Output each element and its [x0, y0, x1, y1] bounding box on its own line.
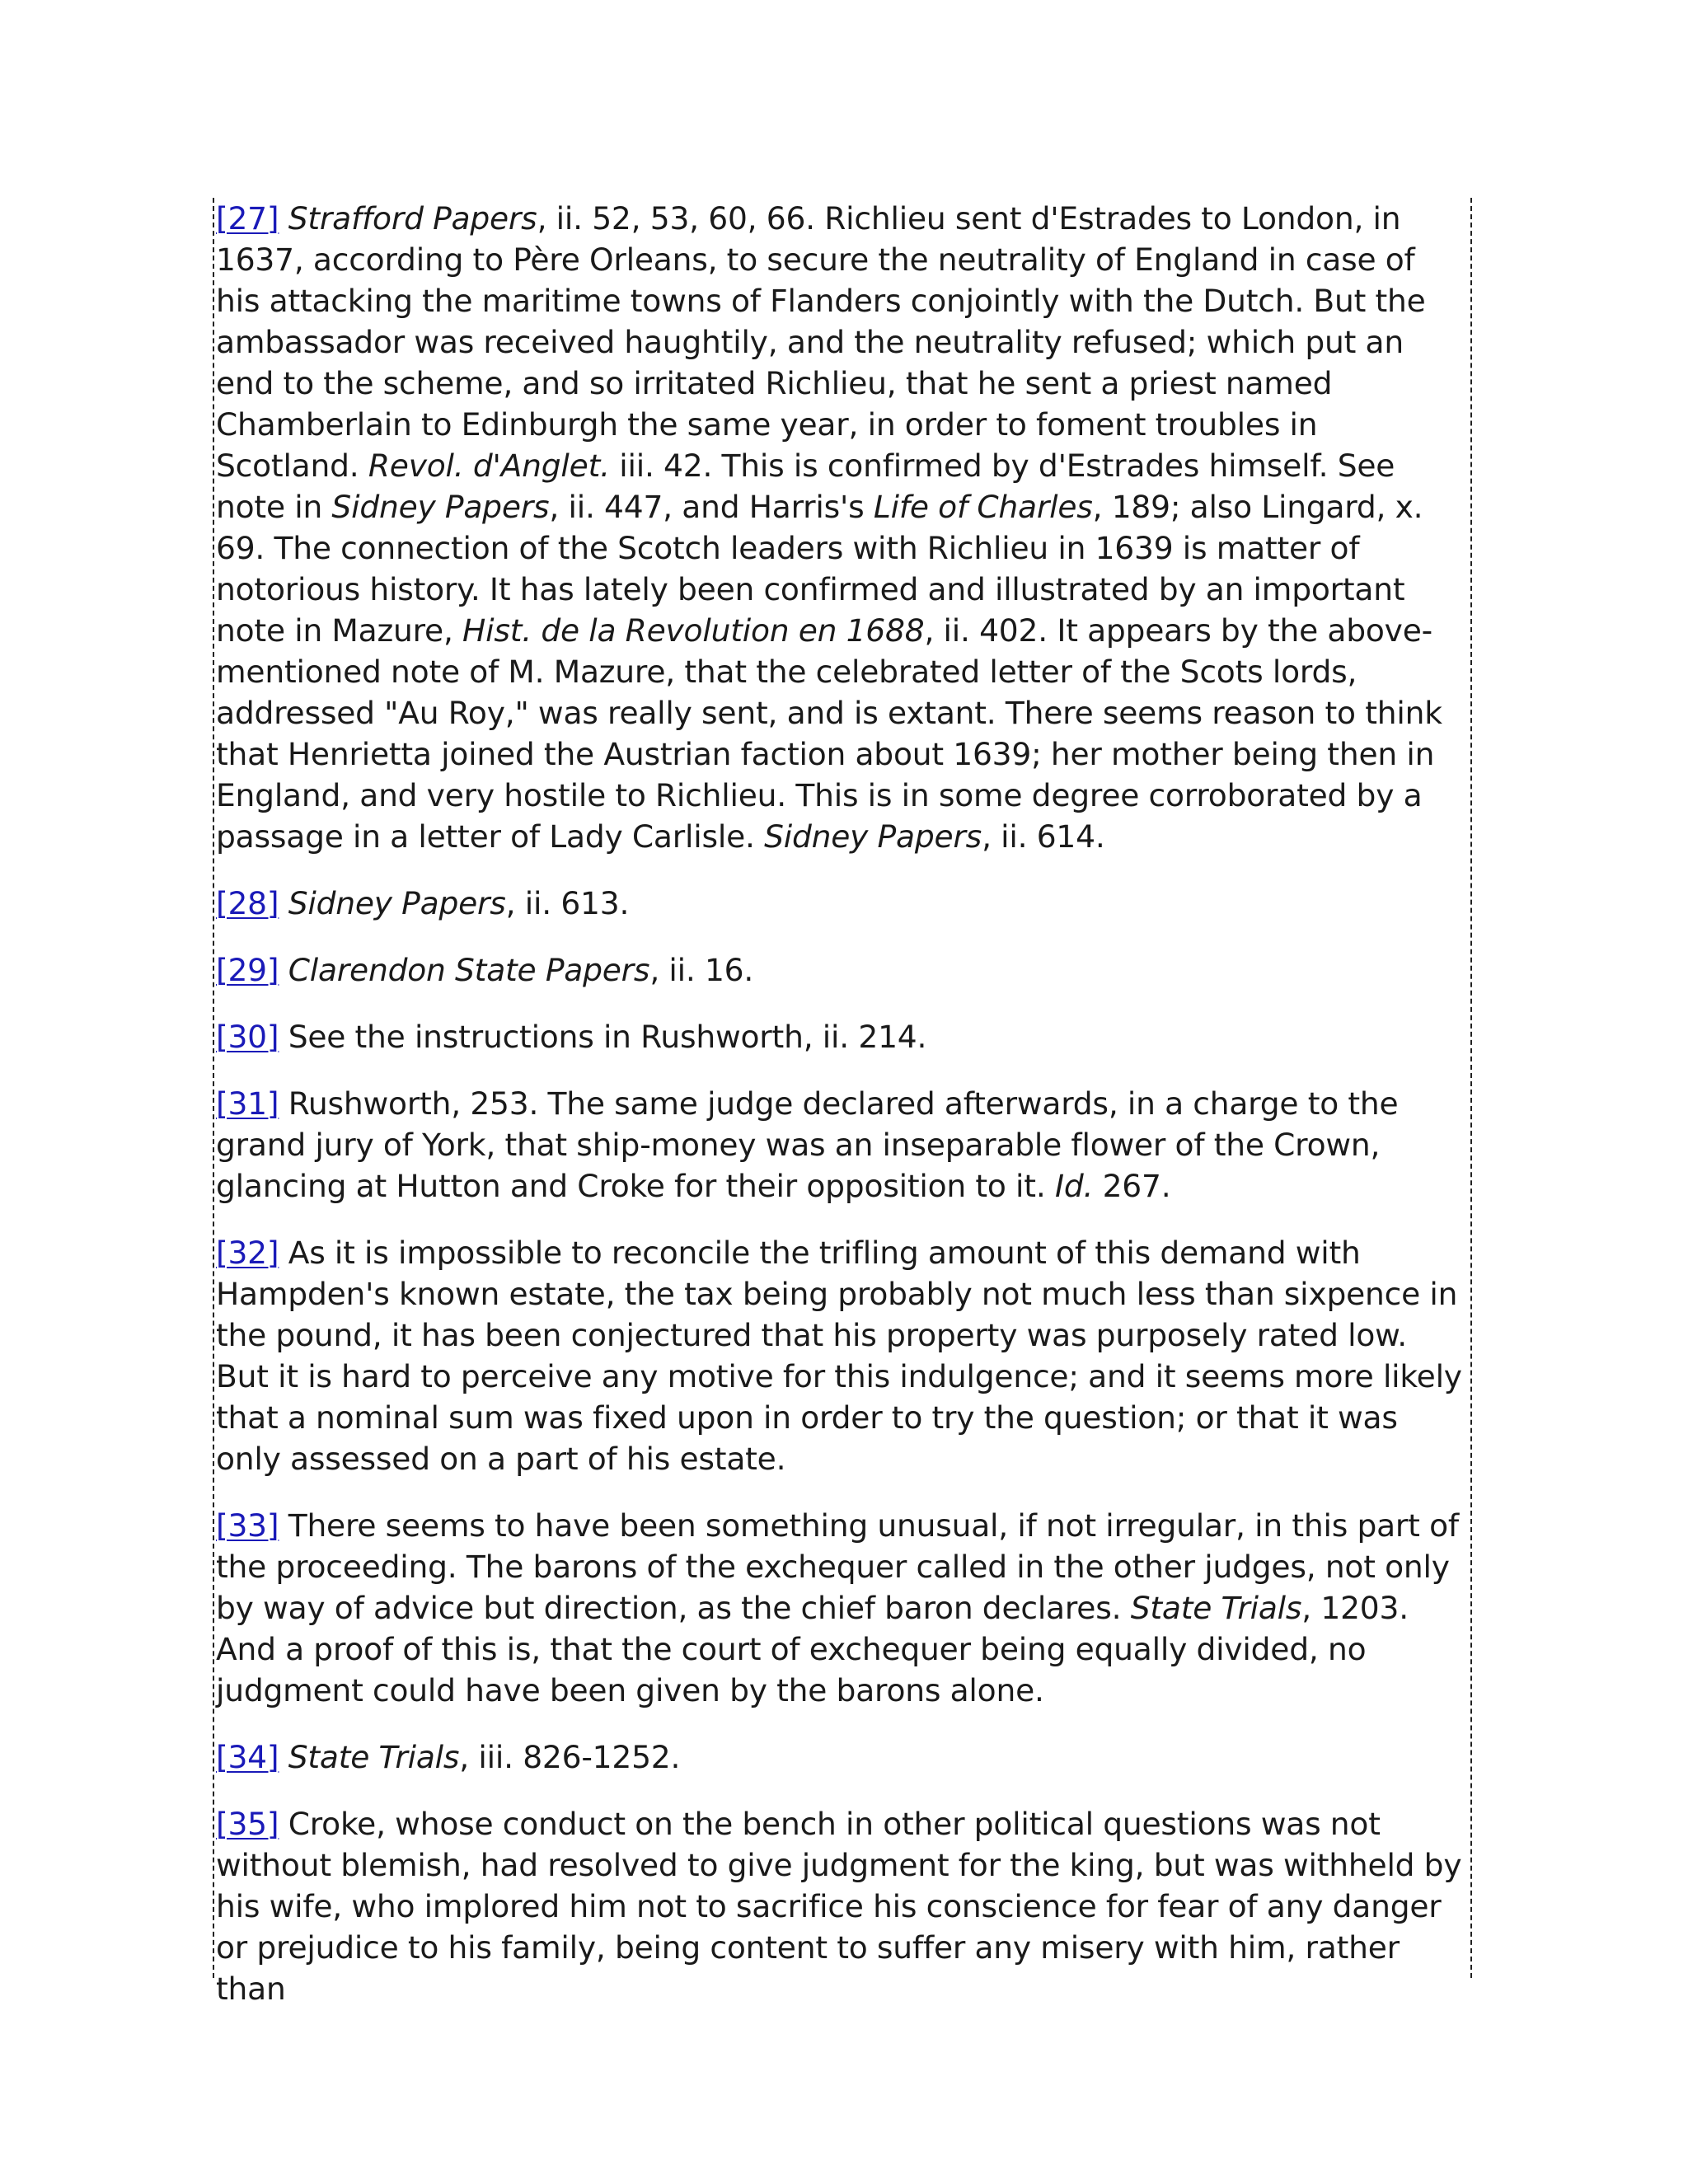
footnote-35 — [216, 1803, 1467, 2009]
footnotes-column — [213, 198, 1472, 2007]
footnote-text-segment: , ii. 52, 53, 60, 66. Richlieu sent d'Estrades to London, in 1637, according to Père Orleans, to secure the neutrality of England in case of his attacking the maritime towns of Flanders conjointly with the Dutch. But the ambassador was received haughtily, and the neutrality refused; which put an end to the scheme, and so irritated Richlieu, that he sent a priest named Chamberlain to Edinburgh the same year, in order to foment troubles in Scotland. — [216, 200, 1426, 484]
footnote-text-segment: , ii. 614. — [982, 818, 1105, 855]
source-title: Sidney Papers — [331, 489, 550, 525]
footnote-31 — [216, 1083, 1467, 1207]
footnote-text-segment: , ii. 613. — [505, 885, 630, 921]
footnote-ref-link[interactable]: [29] — [216, 952, 279, 988]
footnote-ref-link[interactable]: [32] — [216, 1235, 279, 1271]
footnote-text-segment: Croke, whose conduct on the bench in other political questions was not without blemish, had resolved to give judgment for the king, but was withheld by his wife, who implored him not to sacrifice his conscience for fear of any danger or prejudice to his family, being content to suffer any misery with him, rather than — [216, 1806, 1462, 2007]
footnote-ref-link[interactable]: [27] — [216, 200, 279, 237]
footnote-28 — [216, 883, 1467, 924]
footnote-29 — [216, 949, 1467, 991]
footnote-text-segment — [279, 1739, 288, 1775]
source-title: Clarendon State Papers — [288, 952, 650, 988]
footnote-ref-link[interactable]: [33] — [216, 1507, 279, 1544]
source-title: Sidney Papers — [764, 818, 982, 855]
footnote-text-segment — [279, 200, 288, 237]
footnote-text-segment: , 1203. And a proof of this is, that the court of exchequer being equally divided, no judgment could have been given by the barons alone. — [216, 1590, 1409, 1708]
footnote-text-segment: 267. — [1093, 1168, 1171, 1204]
source-title: Hist. de la Revolution en 1688 — [462, 612, 925, 649]
source-title: State Trials — [288, 1739, 460, 1775]
footnote-30 — [216, 1016, 1467, 1057]
footnote-text-segment: , 189; also Lingard, x. 69. The connection of the Scotch leaders with Richlieu in 1639 is matter of notorious history. It has lately been confirmed and illustrated by an important note in Mazure, — [216, 489, 1423, 649]
footnote-ref-link[interactable]: [30] — [216, 1019, 279, 1055]
source-title: Revol. d'Anglet. — [368, 448, 610, 484]
footnote-33 — [216, 1505, 1467, 1711]
footnote-32 — [216, 1232, 1467, 1479]
source-title: Strafford Papers — [288, 200, 537, 237]
footnote-text-segment: There seems to have been something unusual, if not irregular, in this part of the proceeding. The barons of the exchequer called in the other judges, not only by way of advice but direction, as the chief baron declares. — [216, 1507, 1459, 1626]
footnote-text-segment — [279, 885, 288, 921]
footnote-text-segment: , iii. 826-1252. — [459, 1739, 681, 1775]
footnote-ref-link[interactable]: [35] — [216, 1806, 279, 1842]
footnote-ref-link[interactable]: [31] — [216, 1085, 279, 1122]
source-title: State Trials — [1130, 1590, 1302, 1626]
source-title: Sidney Papers — [288, 885, 506, 921]
footnote-27 — [216, 198, 1467, 857]
footnote-ref-link[interactable]: [28] — [216, 885, 279, 921]
footnote-34 — [216, 1736, 1467, 1778]
footnote-text-segment: , ii. 16. — [649, 952, 754, 988]
footnote-text-segment: See the instructions in Rushworth, ii. 214. — [279, 1019, 927, 1055]
footnote-text-segment: , ii. 447, and Harris's — [549, 489, 874, 525]
footnote-text-segment — [279, 952, 288, 988]
footnote-text-segment: , ii. 402. It appears by the above-mentioned note of M. Mazure, that the celebrated letter of the Scots lords, addressed "Au Roy," was really sent, and is extant. There seems reason to think that Henrietta joined the Austrian faction about 1639; her mother being then in England, and very hostile to Richlieu. This is in some degree corroborated by a passage in a letter of Lady Carlisle. — [216, 612, 1442, 855]
footnote-text-segment: Rushworth, 253. The same judge declared afterwards, in a charge to the grand jury of York, that ship-money was an inseparable flower of the Crown, glancing at Hutton and Croke for their opposition to it. — [216, 1085, 1399, 1204]
footnote-ref-link[interactable]: [34] — [216, 1739, 279, 1775]
footnote-text-segment: As it is impossible to reconcile the trifling amount of this demand with Hampden's known estate, the tax being probably not much less than sixpence in the pound, it has been conjectured that his property was purposely rated low. But it is hard to perceive any motive for this indulgence; and it seems more likely that a nominal sum was fixed upon in order to try the question; or that it was only assessed on a part of his estate. — [216, 1235, 1462, 1477]
source-title: Id. — [1054, 1168, 1094, 1204]
source-title: Life of Charles — [873, 489, 1093, 525]
footnote-text-segment: iii. 42. This is confirmed by d'Estrades himself. See note in — [216, 448, 1395, 525]
